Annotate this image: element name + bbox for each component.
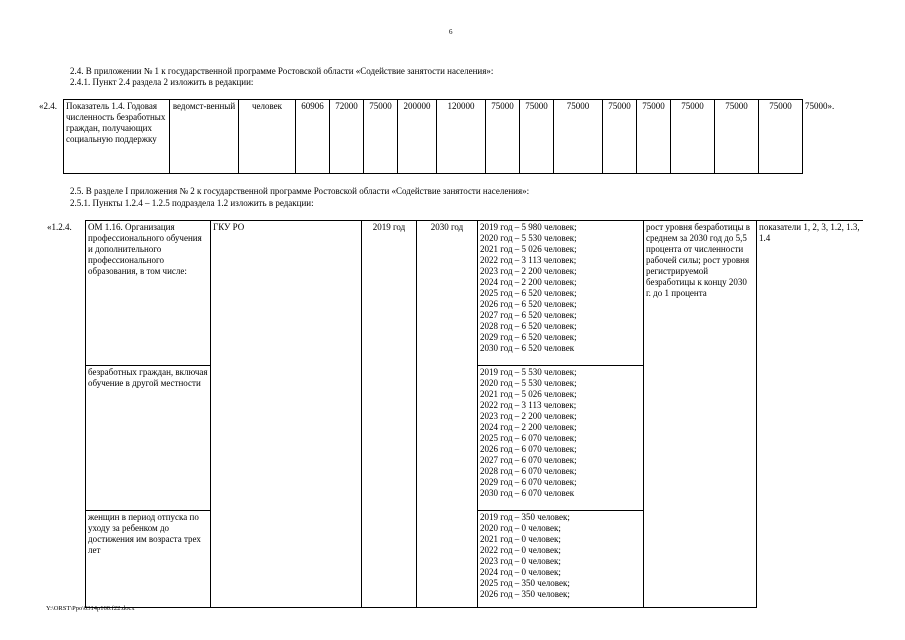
value-cell: 75000 [671, 100, 715, 174]
list-item: 2027 год – 6 070 человек; [480, 455, 577, 465]
list-item: 2030 год – 6 070 человек [480, 488, 575, 498]
file-path-footer: Y:\ORST\Ppo\0314p160.f22.docx [46, 605, 135, 612]
expected-result: рост уровня безработицы в среднем за 2030 год до 5,5 процента от численности рабочей силы; рост уровня регистрируемой безработицы к концу 2030 г. до 1 процента [644, 221, 757, 608]
year-list [478, 511, 644, 608]
list-item: 2023 год – 0 человек; [480, 556, 561, 566]
start-year: 2019 год [362, 221, 417, 608]
list-item: 2020 год – 5 530 человек; [480, 233, 577, 243]
list-item: 2024 год – 2 200 человек; [480, 422, 577, 432]
value-cell: 75000 [554, 100, 603, 174]
list-item: 2020 год – 0 человек; [480, 523, 561, 533]
table-row [37, 100, 862, 174]
list-item: 2028 год – 6 070 человек; [480, 466, 577, 476]
list-item: 2021 год – 5 026 человек; [480, 389, 577, 399]
measures-table [45, 220, 863, 608]
row-number: «2.4. [39, 100, 57, 111]
list-item: 2025 год – 6 520 человек; [480, 288, 577, 298]
row-number: «1.2.4. [47, 221, 72, 232]
value-cell: 75000 [603, 100, 637, 174]
measure-name: безработных граждан, включая обучение в другой местности [86, 366, 211, 511]
year-list [478, 366, 644, 511]
section-2-4-subheading: 2.4.1. Пункт 2.4 раздела 2 изложить в редакции: [70, 77, 254, 87]
indicator-table [37, 99, 862, 174]
list-item: 2021 год – 0 человек; [480, 534, 561, 544]
list-item: 2020 год – 5 530 человек; [480, 378, 577, 388]
section-2-5-subheading: 2.5.1. Пункты 1.2.4 – 1.2.5 подраздела 1.2 изложить в редакции: [70, 198, 314, 208]
indicator-unit: человек [239, 100, 296, 174]
year-lines [480, 512, 641, 600]
value-cell: 120000 [437, 100, 486, 174]
value-cell: 75000». [805, 100, 835, 111]
list-item: 2025 год – 6 070 человек; [480, 433, 577, 443]
section-2-4-heading: 2.4. В приложении № 1 к государственной программе Ростовской области «Содействие занятости населения»: [70, 66, 494, 76]
list-item: 2023 год – 2 200 человек; [480, 411, 577, 421]
indicator-name: Показатель 1.4. Годовая численность безработных граждан, получающих социальную поддержку [64, 100, 170, 174]
executor: ГКУ РО [211, 221, 362, 608]
list-item: 2026 год – 6 070 человек; [480, 444, 577, 454]
year-list [478, 221, 644, 366]
end-year: 2030 год [417, 221, 478, 608]
list-item: 2029 год – 6 520 человек; [480, 332, 577, 342]
list-item: 2019 год – 5 530 человек; [480, 367, 577, 377]
table-row [45, 221, 863, 366]
indicator-type: ведомст-венный [170, 100, 239, 174]
value-cell: 60906 [296, 100, 330, 174]
list-item: 2024 год – 2 200 человек; [480, 277, 577, 287]
list-item: 2025 год – 350 человек; [480, 578, 570, 588]
value-cell: 75000 [637, 100, 671, 174]
list-item: 2021 год – 5 026 человек; [480, 244, 577, 254]
list-item: 2022 год – 3 113 человек; [480, 400, 577, 410]
list-item: 2024 год – 0 человек; [480, 567, 561, 577]
list-item: 2030 год – 6 520 человек [480, 343, 575, 353]
list-item: 2019 год – 5 980 человек; [480, 222, 577, 232]
section-2-5-heading: 2.5. В разделе I приложения № 2 к государственной программе Ростовской области «Содействие занятости населения»: [70, 186, 530, 196]
value-cell: 75000 [715, 100, 759, 174]
page-number: 6 [449, 28, 453, 36]
list-item: 2026 год – 350 человек; [480, 589, 570, 599]
value-cell: 75000 [520, 100, 554, 174]
year-lines [480, 367, 641, 499]
list-item: 2027 год – 6 520 человек; [480, 310, 577, 320]
value-cell: 75000 [759, 100, 803, 174]
list-item: 2023 год – 2 200 человек; [480, 266, 577, 276]
value-cell: 72000 [330, 100, 364, 174]
value-cell: 200000 [398, 100, 437, 174]
list-item: 2029 год – 6 070 человек; [480, 477, 577, 487]
year-lines [480, 222, 641, 354]
value-cell: 75000 [486, 100, 520, 174]
value-cell: 75000 [364, 100, 398, 174]
measure-name: ОМ 1.16. Организация профессионального обучения и дополнительного профессионального образования, в том числе: [86, 221, 211, 366]
list-item: 2026 год – 6 520 человек; [480, 299, 577, 309]
list-item: 2022 год – 0 человек; [480, 545, 561, 555]
measure-name: женщин в период отпуска по уходу за ребенком до достижения им возраста трех лет [86, 511, 211, 608]
list-item: 2022 год – 3 113 человек; [480, 255, 577, 265]
list-item: 2019 год – 350 человек; [480, 512, 570, 522]
list-item: 2028 год – 6 520 человек; [480, 321, 577, 331]
linked-indicators: показатели 1, 2, 3, 1.2, 1.3, 1.4 [757, 221, 864, 608]
